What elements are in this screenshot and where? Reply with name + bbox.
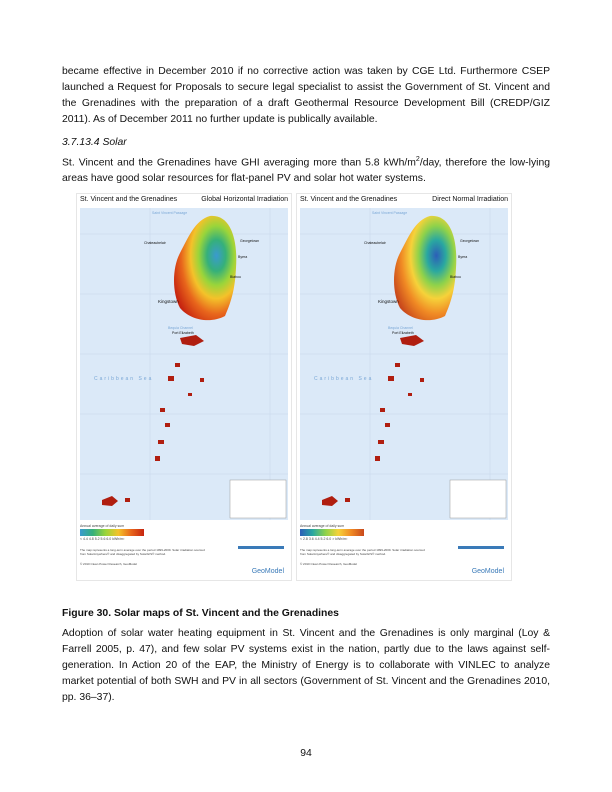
legend-ticks: < 4.4 4.8 5.2 5.6 6.0 kWh/m² [80,537,125,541]
place-label: Kingstown [158,299,179,304]
map-note: The map represents a long-term average over the period 1999-2009. Solar irradiation sourced from SolarAnywhere® and disaggregated by SolarGIS® method. [80,548,205,556]
sea-label: Bequia Channel [388,326,413,330]
section-heading: 3.7.13.4 Solar [62,137,127,148]
legend-title: Annual average of daily sum [300,524,345,528]
place-label: Byera [458,255,468,259]
text: St. Vincent and the Grenadines have GHI averaging more than 5.8 kWh/m [62,157,416,169]
sea-label: Bequia Channel [168,326,193,330]
map-copyright: © 2010 Clean Power Research, GeoModel [80,562,137,566]
geomodel-logo: GeoModel [251,568,284,575]
sea-label: Saint Vincent Passage [372,211,408,215]
map-copyright: © 2010 Clean Power Research, GeoModel [300,562,357,566]
place-label: Georgetown [240,239,260,243]
place-label: Chateaubelair [144,241,166,245]
place-label: Chateaubelair [364,241,386,245]
superscript: 2 [415,156,420,163]
map-legend [300,524,508,578]
legend-colorbar [300,529,364,536]
place-label: Port Elizabeth [392,331,414,335]
map-image [80,208,288,520]
map-note: The map represents a long-term average over the period 1999-2009. Solar irradiation sourced from SolarAnywhere® and disaggregated by SolarGIS® method. [300,548,425,556]
paragraph-adoption: Adoption of solar water heating equipment in St. Vincent and the Grenadines is only marginal (Loy & Farrell 2005, p. 47), and few solar PV systems exist in the nation, partly due to the laws against self-generation. In Action 20 of the EAP, the Ministry of Energy is to collaborate with VINLEC to analyze market potential of both SWH and PV in all sectors (Government of St. Vincent and the Grenadines 2010, pp. 36–37). [62,628,550,703]
geomodel-logo: GeoModel [471,568,504,575]
map-region: St. Vincent and the Grenadines [300,196,398,203]
text: /day, therefore the low-lying areas have good solar resources for flat-panel PV and solar hot water systems. [62,157,550,185]
map-title: Global Horizontal Irradiation [201,196,288,203]
figure-caption: Figure 30. Solar maps of St. Vincent and the Grenadines [62,608,339,619]
map-image [300,208,508,520]
place-label: Biabou [230,275,241,279]
solar-map-1 [296,193,512,581]
place-label: Biabou [450,275,461,279]
page-number: 94 [300,748,312,759]
clean-power-logo [238,546,284,549]
legend-title: Annual average of daily sum [80,524,125,528]
paragraph-geothermal: became effective in December 2010 if no corrective action was taken by CGE Ltd. Furthermore CSEP launched a Request for Proposals to secure legal specialist to assist the Government of St. Vincent and the Grenadines with the preparation of a draft Geothermal Resource Development Bill (CREDP/GIZ 2011). As of December 2011 no further update is publically available. [62,66,550,125]
place-label: Port Elizabeth [172,331,194,335]
sea-label: Caribbean Sea [314,376,374,382]
legend-ticks: < 2.8 3.6 4.4 5.2 6.0 > kWh/m² [300,537,348,541]
map-region: St. Vincent and the Grenadines [80,196,178,203]
sea-label: Saint Vincent Passage [152,211,188,215]
place-label: Byera [238,255,248,259]
clean-power-logo [458,546,504,549]
place-label: Georgetown [460,239,480,243]
legend-colorbar [80,529,144,536]
place-label: Kingstown [378,299,399,304]
sea-label: Caribbean Sea [94,376,154,382]
map-title: Direct Normal Irradiation [432,196,508,203]
solar-map-0 [76,193,292,581]
map-legend [80,524,288,578]
paragraph-solar [62,152,550,187]
